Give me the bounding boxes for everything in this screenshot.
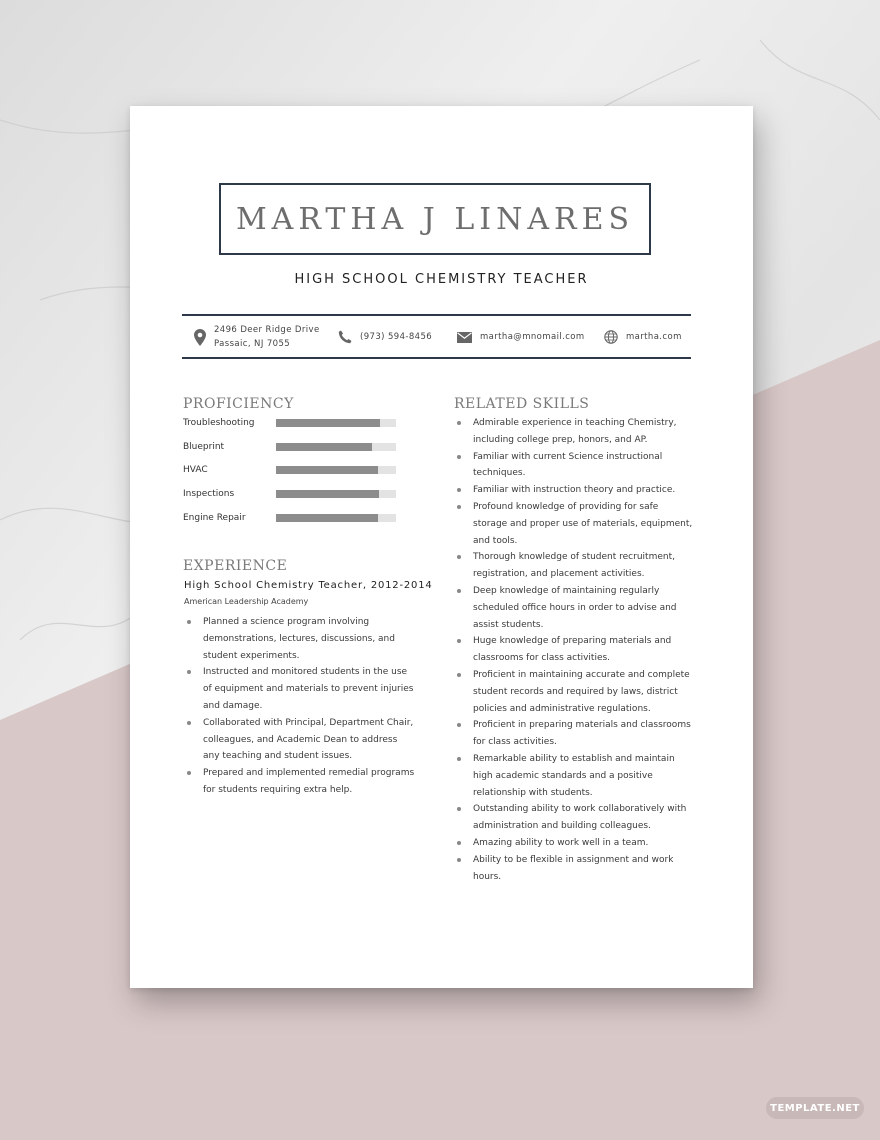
phone-number: (973) 594-8456 xyxy=(360,332,433,342)
skill-bullet: Familiar with current Science instructional techniques. xyxy=(454,449,694,483)
experience-bullet: Prepared and implemented remedial programs for students requiring extra help. xyxy=(184,765,416,799)
experience-job-title: High School Chemistry Teacher, 2012-2014 xyxy=(184,580,433,591)
proficiency-bar-fill xyxy=(276,466,378,474)
job-title: HIGH SCHOOL CHEMISTRY TEACHER xyxy=(294,272,589,287)
template-net-watermark: TEMPLATE.NET xyxy=(766,1097,864,1119)
skill-bullet: Deep knowledge of maintaining regularly scheduled office hours in order to advise and assist students. xyxy=(454,583,694,633)
contact-email xyxy=(457,317,585,357)
candidate-name: MARTHA J LINARES xyxy=(235,201,635,237)
proficiency-bar xyxy=(276,514,396,522)
proficiency-bar xyxy=(276,443,396,451)
email-address: martha@mnomail.com xyxy=(480,332,585,342)
proficiency-label: HVAC xyxy=(183,465,208,475)
experience-bullet: Planned a science program involving demonstrations, lectures, discussions, and student experiments. xyxy=(184,614,416,664)
name-box xyxy=(219,183,651,255)
skill-bullet: Ability to be flexible in assignment and work hours. xyxy=(454,852,694,886)
address-line2: Passaic, NJ 7055 xyxy=(214,339,291,349)
contact-top-rule xyxy=(182,314,691,316)
skill-bullet: Proficient in maintaining accurate and complete student records and required by laws, district policies and administrative regulations. xyxy=(454,667,694,717)
proficiency-item xyxy=(183,440,398,454)
proficiency-label: Troubleshooting xyxy=(183,418,255,428)
location-pin-icon xyxy=(194,329,206,346)
proficiency-item xyxy=(183,511,398,525)
skill-bullet: Familiar with instruction theory and practice. xyxy=(454,482,694,499)
proficiency-bar xyxy=(276,490,396,498)
resume-page xyxy=(130,106,753,988)
skill-bullet: Thorough knowledge of student recruitment, registration, and placement activities. xyxy=(454,549,694,583)
proficiency-bar-fill xyxy=(276,490,379,498)
contact-website xyxy=(604,317,682,357)
proficiency-bar xyxy=(276,419,396,427)
experience-bullets xyxy=(184,614,416,799)
proficiency-bar-fill xyxy=(276,443,372,451)
skill-bullet: Huge knowledge of preparing materials and classrooms for class activities. xyxy=(454,633,694,667)
related-skills-heading: RELATED SKILLS xyxy=(454,396,590,412)
contact-bottom-rule xyxy=(182,357,691,359)
phone-icon xyxy=(338,330,352,344)
proficiency-item xyxy=(183,487,398,501)
experience-bullet: Instructed and monitored students in the use of equipment and materials to prevent injuries and damage. xyxy=(184,664,416,714)
skill-bullet: Profound knowledge of providing for safe storage and proper use of materials, equipment, and tools. xyxy=(454,499,694,549)
proficiency-bar-fill xyxy=(276,514,378,522)
skill-bullet: Proficient in preparing materials and classrooms for class activities. xyxy=(454,717,694,751)
proficiency-label: Blueprint xyxy=(183,442,225,452)
proficiency-label: Engine Repair xyxy=(183,513,246,523)
proficiency-item xyxy=(183,416,398,430)
globe-icon xyxy=(604,330,618,344)
address-line1: 2496 Deer Ridge Drive xyxy=(214,325,320,335)
proficiency-heading: PROFICIENCY xyxy=(183,396,294,412)
proficiency-bar xyxy=(276,466,396,474)
experience-company: American Leadership Academy xyxy=(184,597,309,606)
experience-heading: EXPERIENCE xyxy=(183,558,288,574)
proficiency-label: Inspections xyxy=(183,489,235,499)
skill-bullet: Remarkable ability to establish and maintain high academic standards and a positive relationship with students. xyxy=(454,751,694,801)
skill-bullet: Amazing ability to work well in a team. xyxy=(454,835,694,852)
proficiency-bar-fill xyxy=(276,419,380,427)
related-skills-bullets xyxy=(454,415,694,885)
experience-bullet: Collaborated with Principal, Department Chair, colleagues, and Academic Dean to address any teaching and student issues. xyxy=(184,715,416,765)
proficiency-item xyxy=(183,463,398,477)
skill-bullet: Admirable experience in teaching Chemistry, including college prep, honors, and AP. xyxy=(454,415,694,449)
skill-bullet: Outstanding ability to work collaboratively with administration and building colleagues. xyxy=(454,801,694,835)
envelope-icon xyxy=(457,332,472,343)
contact-phone xyxy=(338,317,432,357)
website-url: martha.com xyxy=(626,332,682,342)
contact-address xyxy=(194,317,320,357)
